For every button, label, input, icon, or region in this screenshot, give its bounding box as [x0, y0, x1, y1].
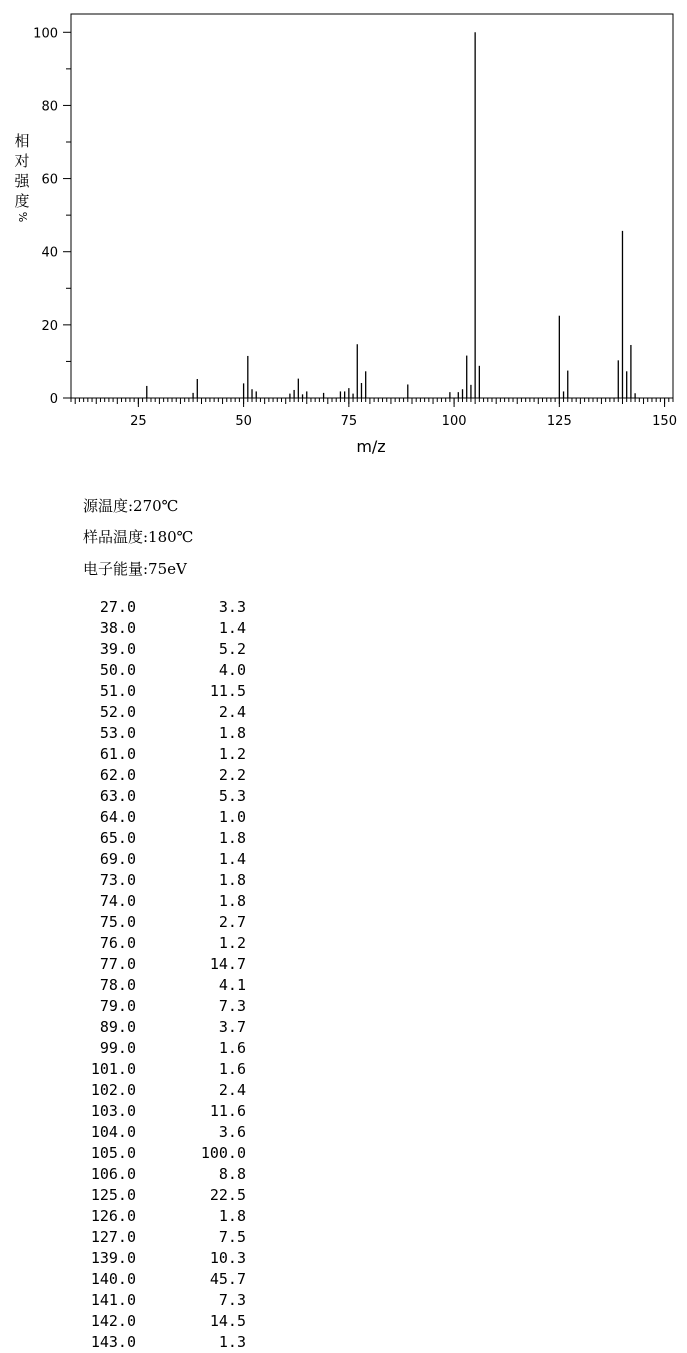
peak-intensity: 45.7	[209, 1270, 246, 1288]
peak-intensity: 14.5	[209, 1312, 246, 1330]
peak-mz: 127.0	[90, 1228, 136, 1246]
peak-table-row	[80, 639, 246, 660]
peak-table-row	[80, 786, 246, 807]
peak-mz: 103.0	[90, 1102, 136, 1120]
peak-mz: 38.0	[99, 619, 136, 637]
peak-table-row	[80, 1185, 246, 1206]
peak-mz: 62.0	[99, 766, 136, 784]
spectrum-peaks	[147, 32, 635, 398]
peak-intensity: 1.0	[218, 808, 246, 826]
peak-table-row	[80, 975, 246, 996]
y-axis-label-char: 度	[14, 192, 30, 210]
peak-table-row	[80, 828, 246, 849]
peak-mz: 69.0	[99, 850, 136, 868]
x-tick-label: 150	[652, 414, 677, 429]
peak-table-row	[80, 1290, 246, 1311]
peak-intensity: 7.3	[218, 1291, 246, 1309]
peak-intensity: 2.7	[218, 913, 246, 931]
peak-table-row	[80, 1269, 246, 1290]
peak-intensity: 1.8	[218, 871, 246, 889]
peak-intensity: 8.8	[218, 1165, 246, 1183]
plot-frame	[71, 14, 673, 398]
sample-temperature: 样品温度:180℃	[83, 528, 194, 546]
peak-intensity: 5.2	[218, 640, 246, 658]
peak-intensity: 1.2	[218, 934, 246, 952]
peak-mz: 99.0	[99, 1039, 136, 1057]
x-tick-label: 125	[546, 414, 572, 429]
peak-table-row	[80, 996, 246, 1017]
peak-mz: 141.0	[90, 1291, 136, 1309]
x-tick-label: 50	[235, 414, 252, 429]
peak-intensity: 1.4	[218, 850, 246, 868]
peak-table-row	[80, 849, 246, 870]
peak-intensity: 1.6	[218, 1039, 246, 1057]
peak-table-row	[80, 597, 246, 618]
peak-intensity: 1.8	[218, 892, 246, 910]
peak-table-row	[80, 744, 246, 765]
peak-mz: 102.0	[90, 1081, 136, 1099]
peak-table-row	[80, 702, 246, 723]
peak-mz: 78.0	[99, 976, 136, 994]
peak-table-row	[80, 1059, 246, 1080]
peak-mz: 51.0	[99, 682, 136, 700]
peak-table-row	[80, 933, 246, 954]
peak-table-row	[80, 681, 246, 702]
peak-mz: 143.0	[90, 1333, 136, 1351]
peak-table-row	[80, 891, 246, 912]
x-tick-label: 100	[441, 414, 467, 429]
peak-table-row	[80, 618, 246, 639]
peak-intensity: 5.3	[218, 787, 246, 805]
peak-table-row	[80, 1143, 246, 1164]
peak-table-row	[80, 1311, 246, 1332]
peak-intensity: 7.3	[218, 997, 246, 1015]
y-axis-label-char: 对	[14, 152, 30, 170]
y-axis-unit: %	[16, 211, 29, 223]
peak-intensity: 7.5	[218, 1228, 246, 1246]
peak-mz: 53.0	[99, 724, 136, 742]
x-axis-label: m/z	[356, 437, 386, 456]
peak-intensity: 11.6	[209, 1102, 246, 1120]
peak-mz: 73.0	[99, 871, 136, 889]
peak-mz: 79.0	[99, 997, 136, 1015]
peak-mz: 52.0	[99, 703, 136, 721]
peak-intensity: 1.2	[218, 745, 246, 763]
mass-spectrum-chart	[0, 0, 687, 470]
peak-intensity: 3.3	[218, 598, 246, 616]
peak-mz: 77.0	[99, 955, 136, 973]
y-axis-label-char: 强	[14, 172, 30, 190]
peak-mz: 61.0	[99, 745, 136, 763]
peak-table-row	[80, 660, 246, 681]
peak-intensity: 1.4	[218, 619, 246, 637]
peak-table-row	[80, 1101, 246, 1122]
peak-table-row	[80, 807, 246, 828]
x-tick-label: 75	[340, 414, 358, 429]
peak-mz: 106.0	[90, 1165, 136, 1183]
peak-mz: 64.0	[99, 808, 136, 826]
peak-mz: 76.0	[99, 934, 136, 952]
x-axis-ticks	[130, 398, 677, 429]
peak-table-row	[80, 954, 246, 975]
source-temperature: 源温度:270℃	[83, 497, 179, 515]
peak-intensity: 22.5	[209, 1186, 246, 1204]
peak-mz: 104.0	[90, 1123, 136, 1141]
peak-intensity: 10.3	[209, 1249, 246, 1267]
y-tick-label: 40	[41, 245, 58, 261]
peak-mz: 142.0	[90, 1312, 136, 1330]
peak-intensity: 100.0	[200, 1144, 246, 1162]
peak-intensity: 1.8	[218, 724, 246, 742]
peak-mz: 105.0	[90, 1144, 136, 1162]
peak-mz: 101.0	[90, 1060, 136, 1078]
peak-table-row	[80, 1080, 246, 1101]
peak-intensity: 4.0	[218, 661, 246, 679]
y-tick-label: 0	[49, 392, 58, 407]
peak-intensity: 14.7	[209, 955, 246, 973]
peak-mz: 126.0	[90, 1207, 136, 1225]
x-tick-label: 25	[130, 414, 147, 429]
peak-mz: 139.0	[90, 1249, 136, 1267]
peak-table-row	[80, 870, 246, 891]
peak-table-row	[80, 912, 246, 933]
peak-table-row	[80, 765, 246, 786]
peak-table-row	[80, 1164, 246, 1185]
peak-table-row	[80, 1017, 246, 1038]
y-tick-label: 60	[41, 172, 58, 188]
peak-intensity: 11.5	[209, 682, 246, 700]
electron-energy: 电子能量:75eV	[83, 560, 187, 578]
peak-mz: 89.0	[99, 1018, 136, 1036]
peak-intensity: 1.8	[218, 829, 246, 847]
peak-table-row	[80, 1227, 246, 1248]
peak-table-row	[80, 1248, 246, 1269]
y-axis-label	[13, 131, 31, 223]
peak-table-row	[80, 1206, 246, 1227]
peak-mz: 140.0	[90, 1270, 136, 1288]
peak-mz: 74.0	[99, 892, 136, 910]
peak-mz: 50.0	[99, 661, 136, 679]
peak-intensity: 2.4	[218, 703, 246, 721]
y-tick-label: 100	[33, 26, 58, 42]
peak-table	[80, 597, 246, 1353]
peak-intensity: 2.2	[218, 766, 246, 784]
x-minor-ticks	[71, 398, 673, 404]
peak-mz: 39.0	[99, 640, 136, 658]
peak-mz: 65.0	[99, 829, 136, 847]
y-axis-ticks	[33, 26, 71, 407]
peak-intensity: 4.1	[218, 976, 246, 994]
peak-table-row	[80, 1038, 246, 1059]
peak-intensity: 1.6	[218, 1060, 246, 1078]
peak-intensity: 1.3	[218, 1333, 246, 1351]
peak-intensity: 3.7	[218, 1018, 246, 1036]
peak-table-row	[80, 1122, 246, 1143]
y-axis-label-char: 相	[14, 132, 30, 150]
peak-mz: 125.0	[90, 1186, 136, 1204]
peak-intensity: 2.4	[218, 1081, 246, 1099]
y-tick-label: 20	[41, 318, 58, 334]
peak-mz: 63.0	[99, 787, 136, 805]
peak-intensity: 3.6	[218, 1123, 246, 1141]
peak-table-row	[80, 723, 246, 744]
y-tick-label: 80	[41, 99, 58, 115]
peak-intensity: 1.8	[218, 1207, 246, 1225]
peak-mz: 75.0	[99, 913, 136, 931]
peak-mz: 27.0	[99, 598, 136, 616]
